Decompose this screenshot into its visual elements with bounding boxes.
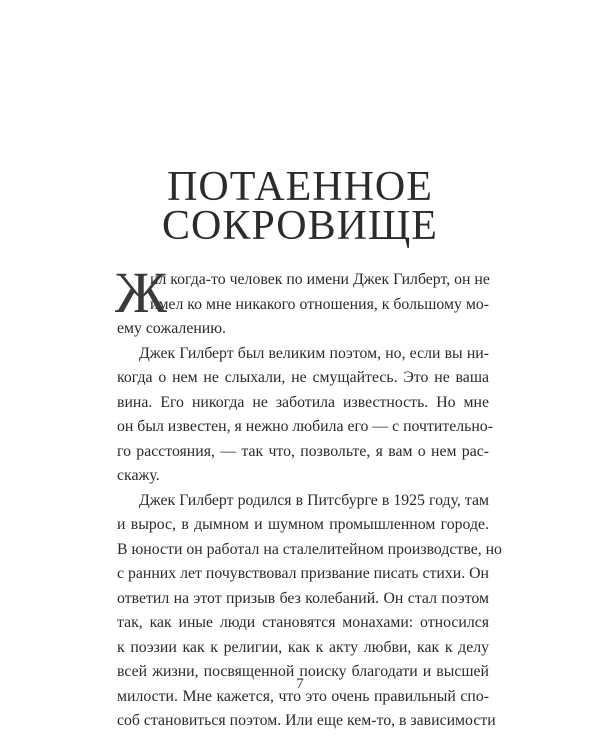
text-line: милости. Мне кажется, что это очень правильный спо- xyxy=(117,687,489,705)
text-line: и вырос, в дымном и шумном промышленном городе. xyxy=(117,516,489,533)
second-paragraph xyxy=(117,342,493,489)
first-paragraph xyxy=(115,260,490,342)
third-paragraph xyxy=(117,489,502,734)
chapter-title-line-2: СОКРОВИЩЕ xyxy=(162,203,438,249)
text-line: соб становиться поэтом. Или еще кем-то, в зависимости xyxy=(117,712,496,729)
page-number: 7 xyxy=(296,676,304,692)
text-line: скажу. xyxy=(117,467,160,484)
text-line: ответил на этот призыв без колебаний. Он стал поэтом xyxy=(117,589,489,607)
drop-cap: Ж xyxy=(115,260,167,325)
text-line: ему сожалению. xyxy=(117,320,226,337)
text-line: ил когда-то человек по имени Джек Гилберт, он не xyxy=(150,271,490,288)
text-line: когда о нем не слыхали, не смущайтесь. Это не ваша xyxy=(117,369,489,386)
text-line: всей жизни, посвященной поиску благодати и высшей xyxy=(117,663,489,680)
chapter-body xyxy=(115,260,502,734)
text-line: го расстояния, — так что, позвольте, я вам о нем рас- xyxy=(117,442,489,460)
text-line: вина. Его никогда не заботила известность. Но мне xyxy=(117,393,489,411)
text-line: Джек Гилберт родился в Питсбурге в 1925 году, там xyxy=(139,491,489,509)
text-line: он был известен, я нежно любила его — с почтительно- xyxy=(117,418,493,435)
text-line: Джек Гилберт был великим поэтом, но, если вы ни- xyxy=(139,344,489,362)
text-line: так, как иные люди становятся монахами: относился xyxy=(117,614,489,631)
text-line: В юности он работал на сталелитейном производстве, но xyxy=(117,540,502,558)
text-line: имел ко мне никакого отношения, к большому мо- xyxy=(150,295,489,313)
chapter-title-line-1: ПОТАЕННОЕ xyxy=(167,164,433,210)
text-line: с ранних лет почувствовал призвание писать стихи. Он xyxy=(117,565,489,582)
text-line: к поэзии как к религии, как к акту любви, как к делу xyxy=(117,638,489,656)
